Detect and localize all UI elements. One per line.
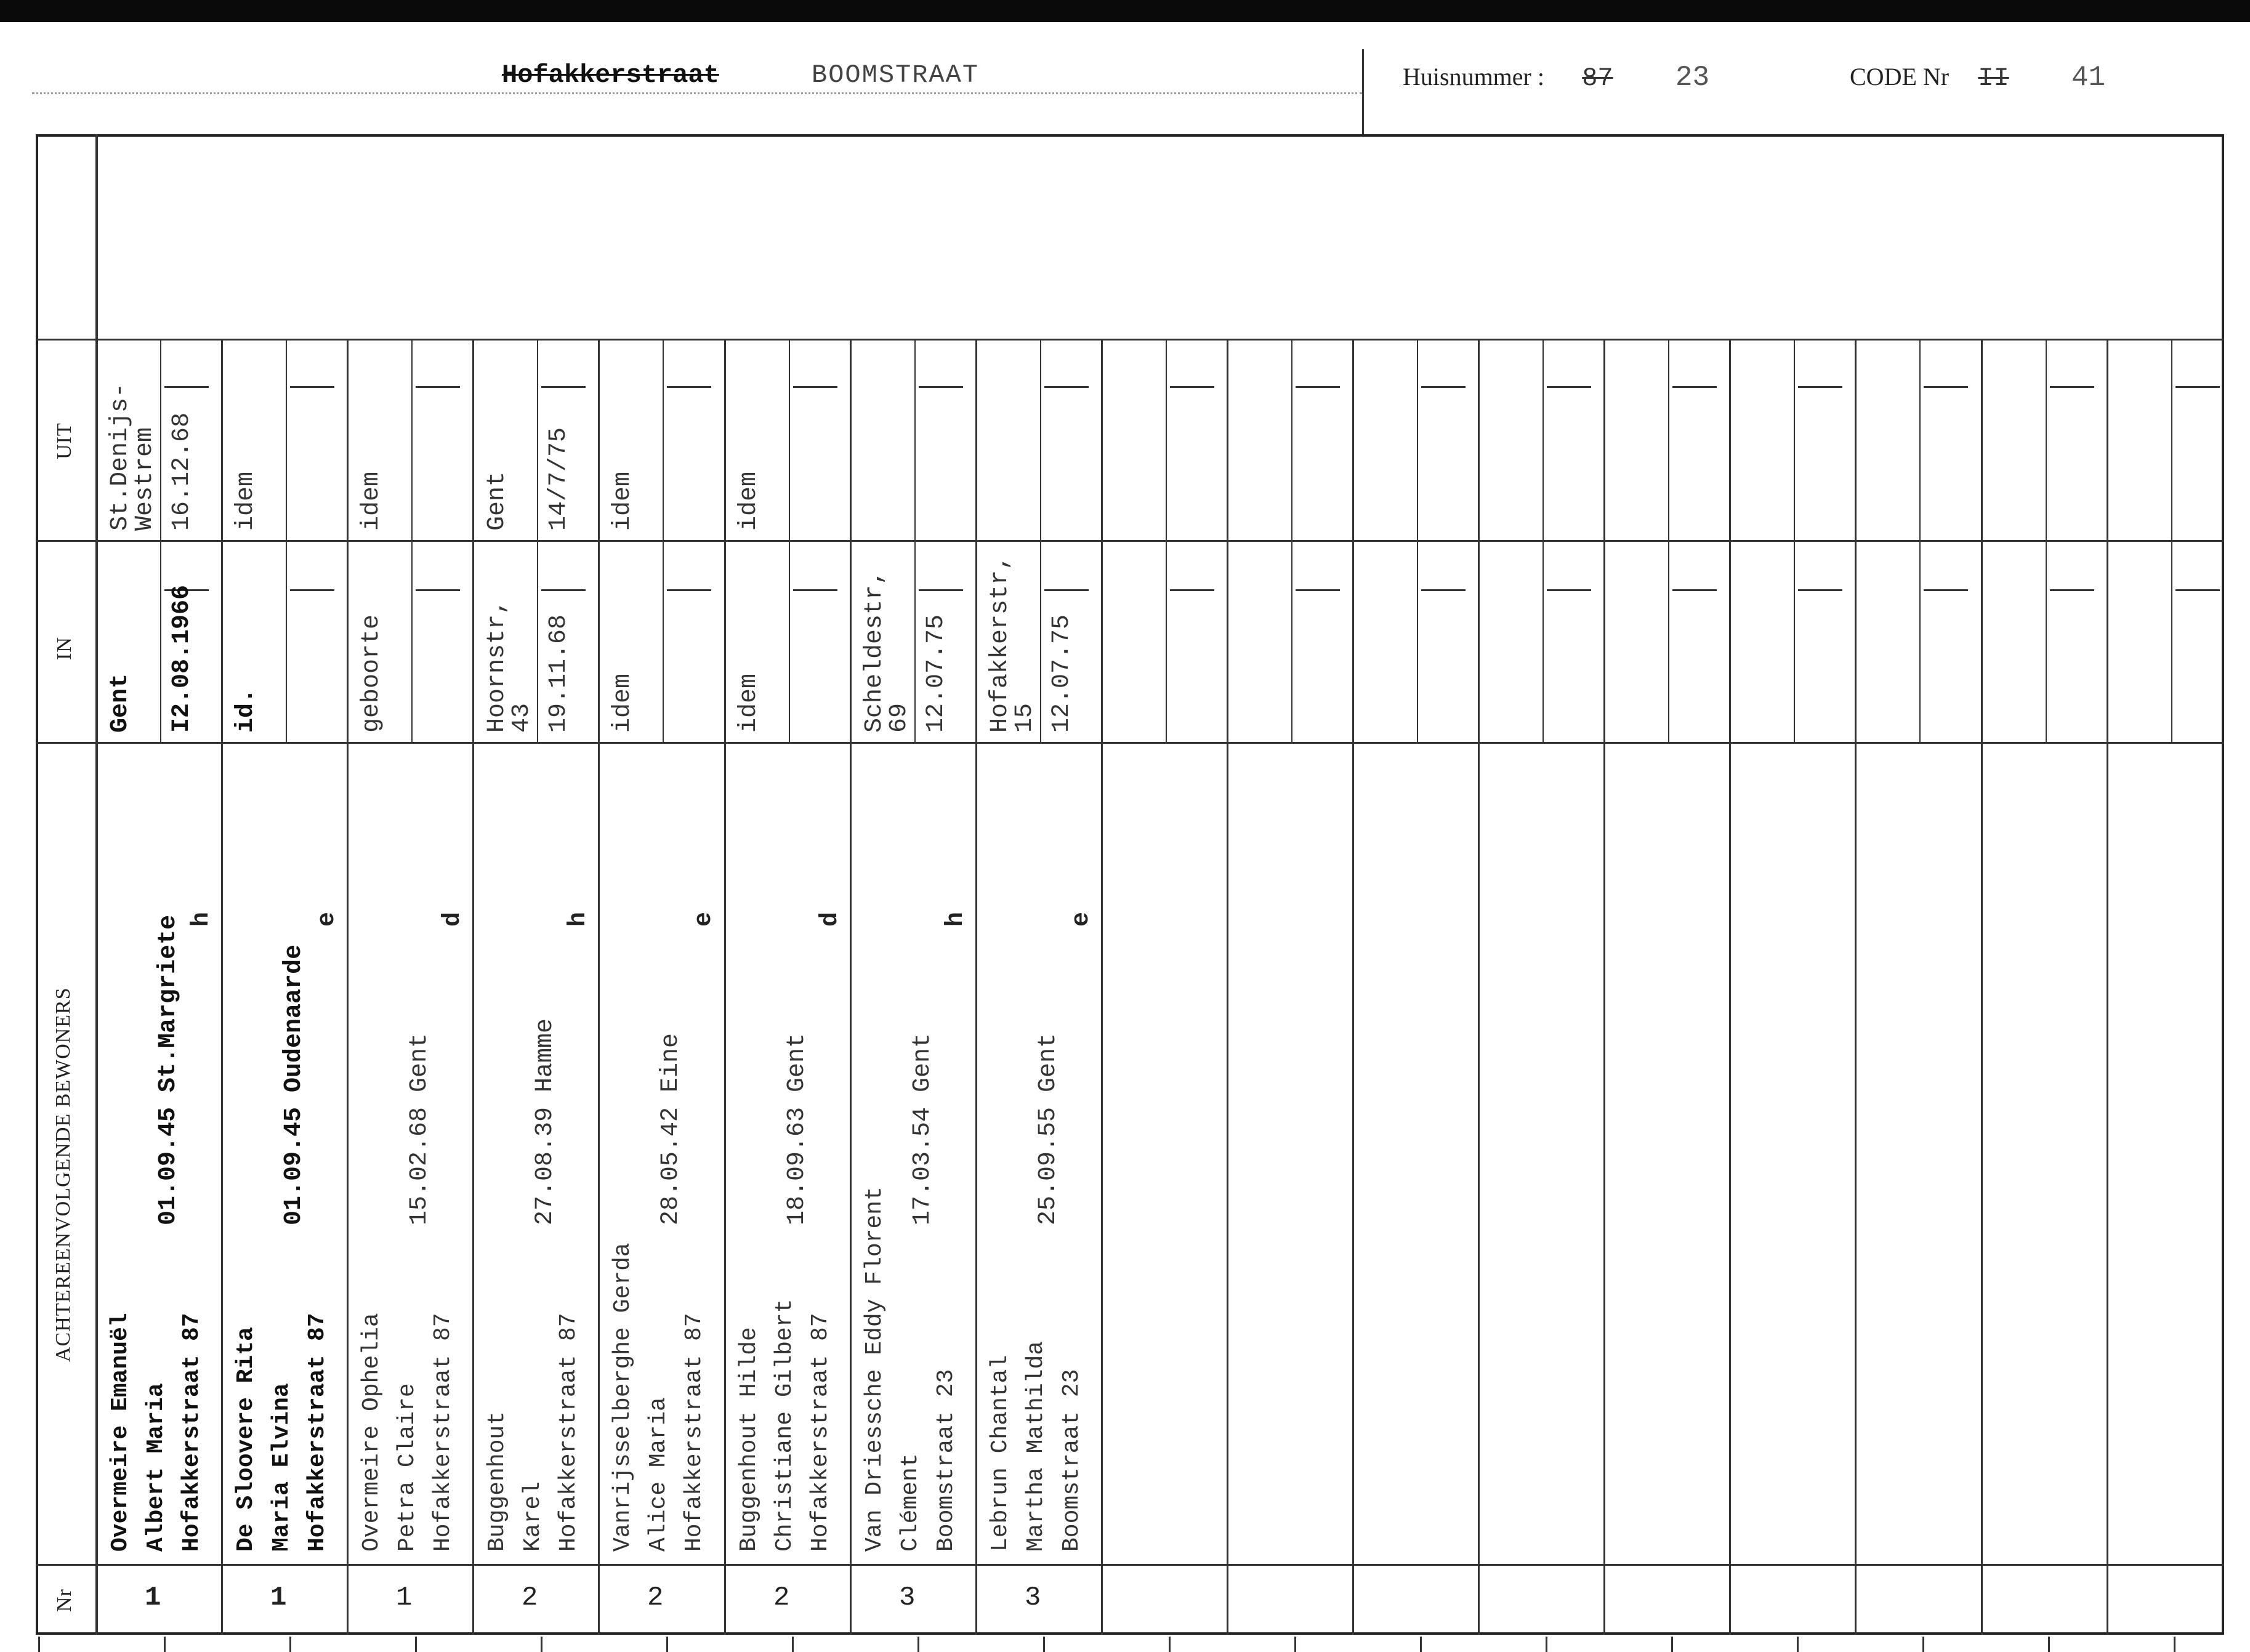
column-header-residents: ACHTEREENVOLGENDE BEWONERS — [52, 987, 75, 1362]
empty-dash — [919, 589, 963, 591]
grid-line-horizontal — [36, 742, 2224, 744]
resident-gender: e — [1068, 911, 1095, 927]
grid-line-subcolumn — [160, 339, 161, 742]
bottom-tick — [289, 1637, 291, 1652]
resident-name-line: Petra Claire — [394, 1383, 421, 1552]
resident-name-line: Vanrijsselberghe Gerda — [610, 1243, 636, 1552]
grid-line-subcolumn — [1668, 339, 1669, 742]
empty-dash — [541, 386, 586, 388]
empty-dash — [2175, 589, 2220, 591]
empty-dash — [290, 589, 334, 591]
grid-line-subcolumn — [1417, 339, 1418, 742]
in-place: idem — [609, 673, 637, 733]
grid-line-subcolumn — [2171, 339, 2172, 742]
in-place: Gent — [107, 673, 134, 733]
street-name-new: BOOMSTRAAT — [812, 60, 980, 90]
resident-name-line: Hofakkerstraat 87 — [555, 1313, 582, 1552]
resident-name-line: De Sloovere Rita — [233, 1327, 259, 1552]
resident-gender: d — [817, 911, 844, 927]
grid-line-subcolumn — [1291, 339, 1292, 742]
empty-dash — [1296, 386, 1340, 388]
resident-nr: 2 — [773, 1582, 790, 1613]
column-header-nr: Nr — [53, 1589, 76, 1612]
bottom-tick — [164, 1637, 166, 1652]
house-number-old: 87 — [1582, 63, 1613, 93]
resident-birth: 01.09.45 St.Margriete — [155, 914, 182, 1225]
bottom-tick — [415, 1637, 417, 1652]
empty-dash — [1798, 589, 1842, 591]
resident-name-line: Van Driessche Eddy Florent — [861, 1187, 888, 1552]
grid-line-vertical — [2107, 339, 2108, 1635]
bottom-tick — [38, 1637, 40, 1652]
in-date: I2.08.1966 — [168, 584, 196, 733]
empty-dash — [793, 589, 837, 591]
empty-dash — [1798, 386, 1842, 388]
grid-line-horizontal — [36, 1564, 2224, 1566]
empty-dash — [667, 589, 711, 591]
resident-name-line: Boomstraat 23 — [933, 1369, 959, 1552]
in-place: idem — [735, 673, 763, 733]
grid-line-vertical — [1603, 339, 1605, 1635]
grid-line-subcolumn — [789, 339, 790, 742]
header-separator — [1362, 49, 1364, 135]
empty-dash — [1421, 589, 1466, 591]
house-number-label: Huisnummer : — [1403, 63, 1544, 91]
empty-dash — [2050, 589, 2094, 591]
house-number-block — [1403, 62, 1709, 94]
uit-place: St.Denijs- — [107, 382, 134, 531]
empty-dash — [919, 386, 963, 388]
resident-birth: 17.03.54 Gent — [909, 1033, 937, 1225]
resident-nr: 1 — [270, 1582, 287, 1613]
uit-place: Gent — [483, 471, 511, 531]
resident-name-line: Clément — [897, 1453, 924, 1552]
resident-name-line: Karel — [520, 1481, 546, 1552]
resident-gender: e — [690, 911, 718, 927]
uit-place: idem — [358, 471, 385, 531]
grid-line-vertical — [1729, 339, 1731, 1635]
uit-date: 14/7/75 — [545, 427, 573, 531]
house-number-new: 23 — [1675, 62, 1710, 94]
bottom-tick — [917, 1637, 919, 1652]
grid-line-vertical — [1101, 339, 1103, 1635]
grid-line-subcolumn — [663, 339, 664, 742]
resident-name-line: Overmeire Ophelia — [358, 1313, 385, 1552]
resident-nr: 3 — [1025, 1582, 1041, 1613]
resident-birth: 15.02.68 Gent — [406, 1033, 433, 1225]
empty-dash — [541, 589, 586, 591]
grid-line-subcolumn — [914, 339, 916, 742]
empty-dash — [416, 386, 460, 388]
grid-line-subcolumn — [1919, 339, 1921, 742]
resident-birth: 28.05.42 Eine — [657, 1033, 685, 1225]
uit-place: idem — [735, 471, 763, 531]
resident-birth: 01.09.45 Oudenaarde — [280, 944, 308, 1225]
resident-name-line: Overmeire Emanuël — [107, 1313, 134, 1552]
empty-dash — [1924, 589, 1968, 591]
column-header-uit: UIT — [53, 422, 76, 459]
resident-birth: 27.08.39 Hamme — [531, 1018, 559, 1225]
grid-line-subcolumn — [2046, 339, 2047, 742]
grid-line-vertical — [850, 339, 852, 1635]
in-place: Hofakkerstr, — [986, 555, 1014, 733]
grid-line-subcolumn — [286, 339, 287, 742]
top-black-band — [0, 0, 2250, 22]
code-number-new: 41 — [2071, 62, 2106, 94]
resident-name-line: Boomstraat 23 — [1058, 1369, 1085, 1552]
resident-name-line: Albert Maria — [143, 1383, 169, 1552]
column-header-in: IN — [53, 637, 76, 660]
bottom-tick — [666, 1637, 668, 1652]
code-number-old: II — [1978, 63, 2009, 93]
grid-line-vertical — [975, 339, 977, 1635]
bottom-tick — [792, 1637, 794, 1652]
grid-line-horizontal — [36, 540, 2224, 542]
resident-name-line: Buggenhout — [484, 1411, 510, 1552]
empty-dash — [1044, 589, 1089, 591]
code-number-block — [1850, 62, 2105, 94]
resident-gender: d — [439, 911, 467, 927]
empty-dash — [667, 386, 711, 388]
in-place: Scheldestr, — [861, 570, 889, 733]
bottom-tick — [1797, 1637, 1799, 1652]
bottom-tick — [541, 1637, 542, 1652]
grid-line-horizontal — [36, 339, 2224, 340]
uit-place: idem — [609, 471, 637, 531]
empty-dash — [1547, 386, 1591, 388]
resident-nr: 2 — [522, 1582, 538, 1613]
resident-nr: 3 — [899, 1582, 916, 1613]
grid-line-vertical — [598, 339, 600, 1635]
resident-gender: h — [942, 911, 970, 927]
bottom-tick — [1420, 1637, 1422, 1652]
bottom-tick — [1922, 1637, 1924, 1652]
grid-line-subcolumn — [1794, 339, 1795, 742]
resident-gender: h — [565, 911, 592, 927]
empty-dash — [1421, 386, 1466, 388]
in-place: id. — [232, 688, 260, 733]
grid-line-vertical — [347, 339, 349, 1635]
resident-nr: 1 — [145, 1582, 161, 1613]
resident-name-line: Buggenhout Hilde — [736, 1327, 762, 1552]
empty-dash — [1672, 589, 1717, 591]
resident-name-line: Lebrun Chantal — [987, 1355, 1014, 1552]
empty-dash — [2175, 386, 2220, 388]
resident-name-line: Hofakkerstraat 87 — [681, 1313, 708, 1552]
empty-dash — [164, 386, 209, 388]
grid-line-vertical — [1981, 339, 1983, 1635]
uit-place: Westrem — [131, 427, 159, 531]
grid-line-vertical — [1478, 339, 1480, 1635]
resident-gender: h — [188, 911, 216, 927]
empty-dash — [2050, 386, 2094, 388]
grid-line-vertical — [1227, 339, 1228, 1635]
bottom-tick — [2174, 1637, 2175, 1652]
bottom-tick — [1294, 1637, 1296, 1652]
bottom-tick — [2048, 1637, 2050, 1652]
grid-line-subcolumn — [1166, 339, 1167, 742]
resident-name-line: Martha Mathilda — [1023, 1340, 1049, 1552]
empty-dash — [1170, 386, 1214, 388]
empty-dash — [1672, 386, 1717, 388]
resident-name-line: Hofakkerstraat 87 — [304, 1313, 331, 1552]
grid-line-vertical — [221, 339, 223, 1635]
in-place: 69 — [885, 703, 913, 733]
bottom-tick — [1671, 1637, 1673, 1652]
resident-name-line: Maria Elvina — [268, 1383, 295, 1552]
uit-date: 16.12.68 — [168, 412, 196, 531]
grid-line-vertical — [472, 339, 474, 1635]
in-place: 43 — [508, 703, 536, 733]
resident-name-line: Hofakkerstraat 87 — [807, 1313, 834, 1552]
resident-name-line: Christiane Gilbert — [772, 1299, 798, 1552]
in-place: Hoornstr, — [483, 599, 511, 733]
in-date: 19.11.68 — [545, 614, 573, 733]
resident-nr: 2 — [647, 1582, 664, 1613]
uit-place: idem — [232, 471, 260, 531]
resident-nr: 1 — [396, 1582, 413, 1613]
resident-gender: e — [313, 911, 341, 927]
bottom-tick — [1043, 1637, 1045, 1652]
in-date: 12.07.75 — [922, 614, 950, 733]
resident-birth: 25.09.55 Gent — [1034, 1033, 1062, 1225]
empty-dash — [290, 386, 334, 388]
empty-dash — [1044, 386, 1089, 388]
street-name-old: Hofakkerstraat — [502, 60, 719, 90]
empty-dash — [793, 386, 837, 388]
in-place: geboorte — [358, 614, 385, 733]
grid-line-vertical — [1855, 339, 1857, 1635]
resident-name-line: Alice Maria — [645, 1397, 672, 1552]
header-dotted-line — [32, 92, 1362, 94]
empty-dash — [1170, 589, 1214, 591]
grid-line-subcolumn — [537, 339, 538, 742]
in-place: 15 — [1011, 703, 1039, 733]
resident-name-line: Hofakkerstraat 87 — [430, 1313, 456, 1552]
resident-birth: 18.09.63 Gent — [783, 1033, 811, 1225]
bottom-tick — [1169, 1637, 1171, 1652]
grid-line-vertical — [724, 339, 726, 1635]
code-number-label: CODE Nr — [1850, 63, 1950, 91]
resident-name-line: Hofakkerstraat 87 — [179, 1313, 205, 1552]
empty-dash — [416, 589, 460, 591]
empty-dash — [1547, 589, 1591, 591]
grid-line-vertical — [95, 134, 98, 1635]
grid-line-subcolumn — [1040, 339, 1041, 742]
bottom-tick — [1546, 1637, 1547, 1652]
empty-dash — [1296, 589, 1340, 591]
grid-line-vertical — [1352, 339, 1354, 1635]
grid-line-subcolumn — [1542, 339, 1544, 742]
grid-line-subcolumn — [411, 339, 413, 742]
in-date: 12.07.75 — [1048, 614, 1076, 733]
empty-dash — [1924, 386, 1968, 388]
